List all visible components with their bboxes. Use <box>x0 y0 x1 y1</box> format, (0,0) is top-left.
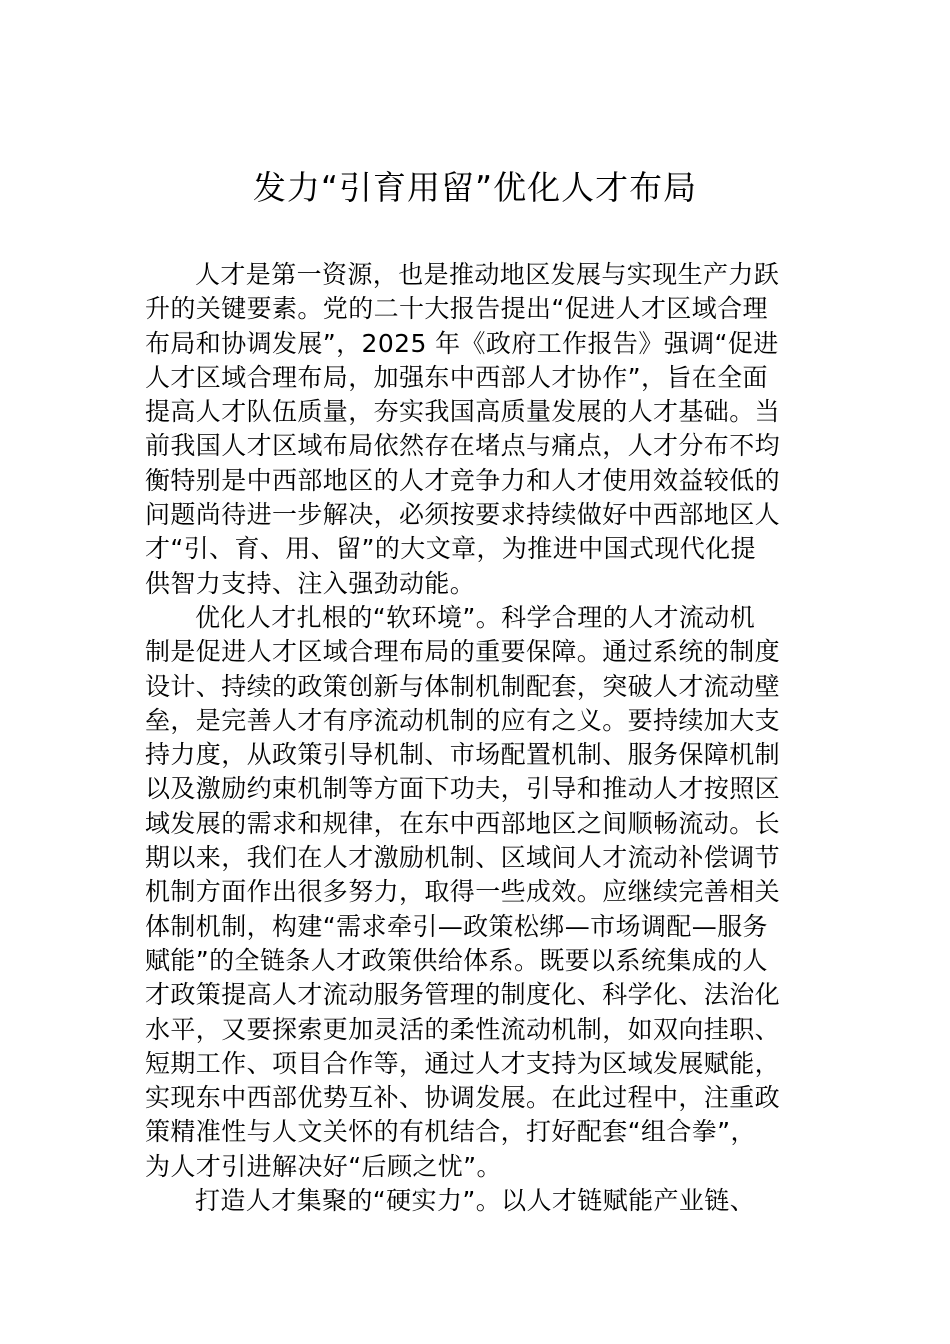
paragraph-line: 打造人才集聚的“硬实力”。以人才链赋能产业链、 <box>195 1186 756 1216</box>
paragraph-line: 提高人才队伍质量，夯实我国高质量发展的人才基础。当 <box>145 397 781 427</box>
paragraph-line: 为人才引进解决好“后顾之忧”。 <box>145 1151 502 1181</box>
paragraph-line: 期以来，我们在人才激励机制、区域间人才流动补偿调节 <box>145 843 781 873</box>
paragraph-line: 制是促进人才区域合理布局的重要保障。通过系统的制度 <box>145 637 781 667</box>
paragraph-line: 人才是第一资源，也是推动地区发展与实现生产力跃 <box>195 260 780 289</box>
document-body <box>145 258 807 1218</box>
paragraph-line: 人才区域合理布局，加强东中西部人才协作”，旨在全面 <box>145 362 768 392</box>
paragraph-line: 升的关键要素。党的二十大报告提出“促进人才区域合理 <box>145 294 768 324</box>
paragraph-line: 问题尚待进一步解决，必须按要求持续做好中西部地区人 <box>145 500 781 530</box>
paragraph-line: 优化人才扎根的“软环境”。科学合理的人才流动机 <box>195 602 756 632</box>
paragraph-line: 赋能”的全链条人才政策供给体系。既要以系统集成的人 <box>145 945 768 975</box>
paragraph-line: 垒，是完善人才有序流动机制的应有之义。要持续加大支 <box>145 705 781 735</box>
paragraph-line: 供智力支持、注入强劲动能。 <box>145 568 476 598</box>
paragraph-line: 才“引、育、用、留”的大文章，为推进中国式现代化提 <box>145 534 756 564</box>
paragraph-line: 衡特别是中西部地区的人才竞争力和人才使用效益较低的 <box>145 465 781 495</box>
paragraph-line: 持力度，从政策引导机制、市场配置机制、服务保障机制 <box>145 740 781 770</box>
paragraph-line: 设计、持续的政策创新与体制机制配套，突破人才流动壁 <box>145 671 781 701</box>
paragraph-line: 布局和协调发展”，2025 年《政府工作报告》强调“促进 <box>145 328 779 358</box>
document-title: 发力“引育用留”优化人才布局 <box>252 168 698 207</box>
paragraph-line: 策精准性与人文关怀的有机结合，打好配套“组合拳”， <box>145 1117 756 1147</box>
paragraph-line: 实现东中西部优势互补、协调发展。在此过程中，注重政 <box>145 1083 781 1113</box>
paragraph-line: 体制机制，构建“需求牵引—政策松绑—市场调配—服务 <box>145 911 768 941</box>
paragraph-line: 才政策提高人才流动服务管理的制度化、科学化、法治化 <box>145 980 781 1010</box>
paragraph-line: 水平，又要探索更加灵活的柔性流动机制，如双向挂职、 <box>145 1014 781 1044</box>
paragraph-line: 前我国人才区域布局依然存在堵点与痛点，人才分布不均 <box>145 431 781 461</box>
paragraph-line: 以及激励约束机制等方面下功夫，引导和推动人才按照区 <box>145 774 781 804</box>
paragraph-line: 短期工作、项目合作等，通过人才支持为区域发展赋能， <box>145 1048 781 1078</box>
paragraph-line: 机制方面作出很多努力，取得一些成效。应继续完善相关 <box>145 877 781 907</box>
paragraph-line: 域发展的需求和规律，在东中西部地区之间顺畅流动。长 <box>145 808 781 838</box>
